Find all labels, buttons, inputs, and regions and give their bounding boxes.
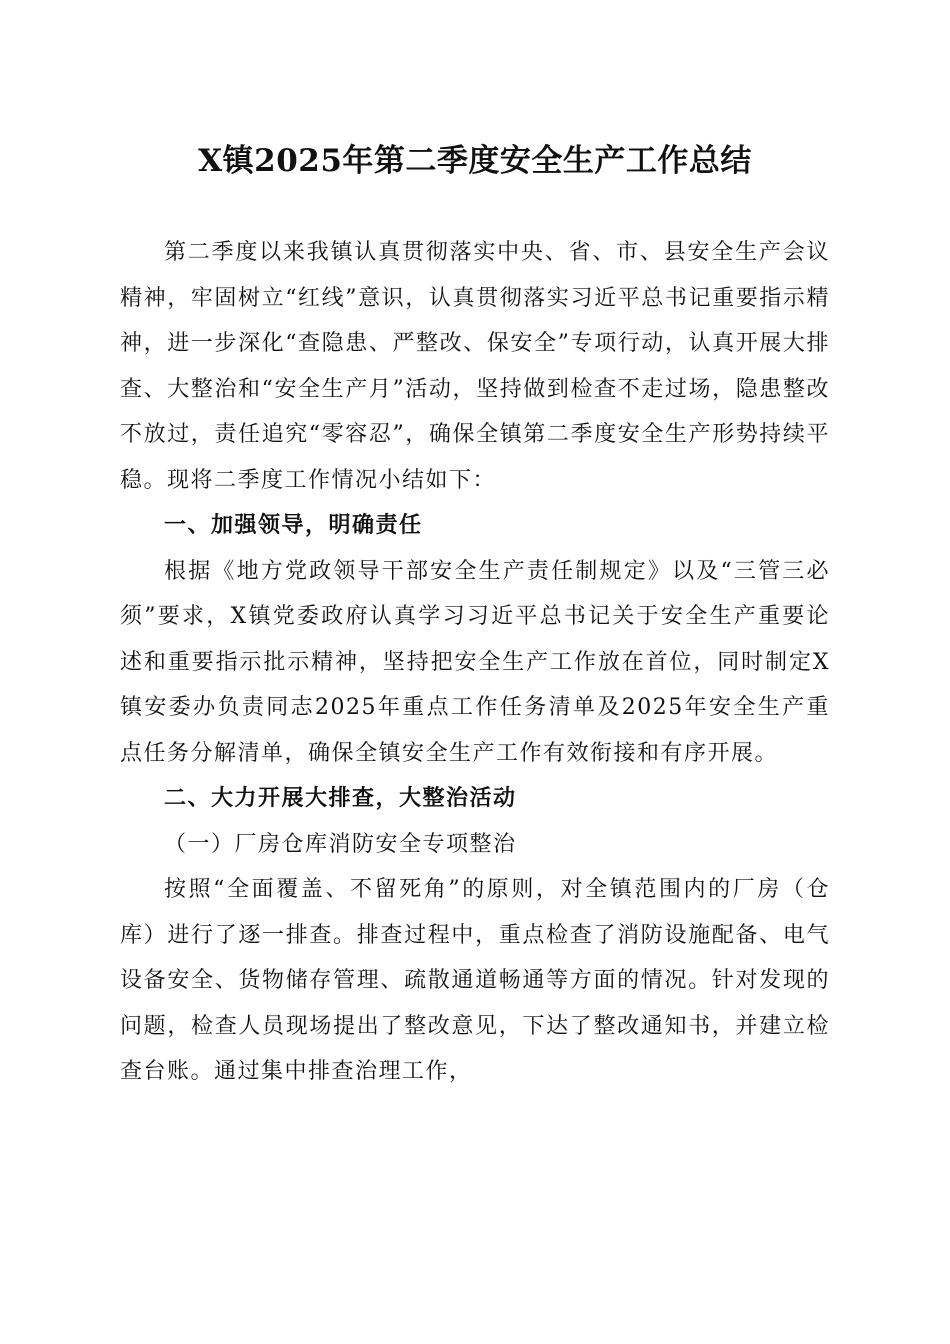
section-2-subheading-1: （一）厂房仓库消防安全专项整治 (164, 831, 517, 857)
document-title: X镇2025年第二季度安全生产工作总结 (198, 143, 752, 179)
intro-paragraph: 第二季度以来我镇认真贯彻落实中央、省、市、县安全生产会议精神，牢固树立“红线”意识，认真贯彻落实习近平总书记重要指示精神，进一步深化“查隐患、严整改、保安全”专项行动，认真开展大排查、大整治和“安全生产月”活动，坚持做到检查不走过场，隐患整改不放过，责任追究“零容忍”，确保全镇第二季度安全生产形势持续平稳。现将二季度工作情况小结如下： (120, 240, 830, 493)
section-2-heading: 二、大力开展大排查，大整治活动 (164, 786, 517, 811)
section-1-heading: 一、加强领导，明确责任 (164, 513, 423, 538)
section-1-paragraph: 根据《地方党政领导干部安全生产责任制规定》以及“三管三必须”要求，X镇党委政府认真学习习近平总书记关于安全生产重要论述和重要指示批示精神，坚持把安全生产工作放在首位，同时制定X镇安委办负责同志2025年重点工作任务清单及2025年安全生产重点任务分解清单，确保全镇安全生产工作有效衔接和有序开展。 (120, 558, 830, 766)
section-2-sub-1-paragraph: 按照“全面覆盖、不留死角”的原则，对全镇范围内的厂房（仓库）进行了逐一排查。排查过程中，重点检查了消防设施配备、电气设备安全、货物储存管理、疏散通道畅通等方面的情况。针对发现的问题，检查人员现场提出了整改意见，下达了整改通知书，并建立检查台账。通过集中排查治理工作， (120, 877, 830, 1084)
document-body (120, 230, 830, 1095)
